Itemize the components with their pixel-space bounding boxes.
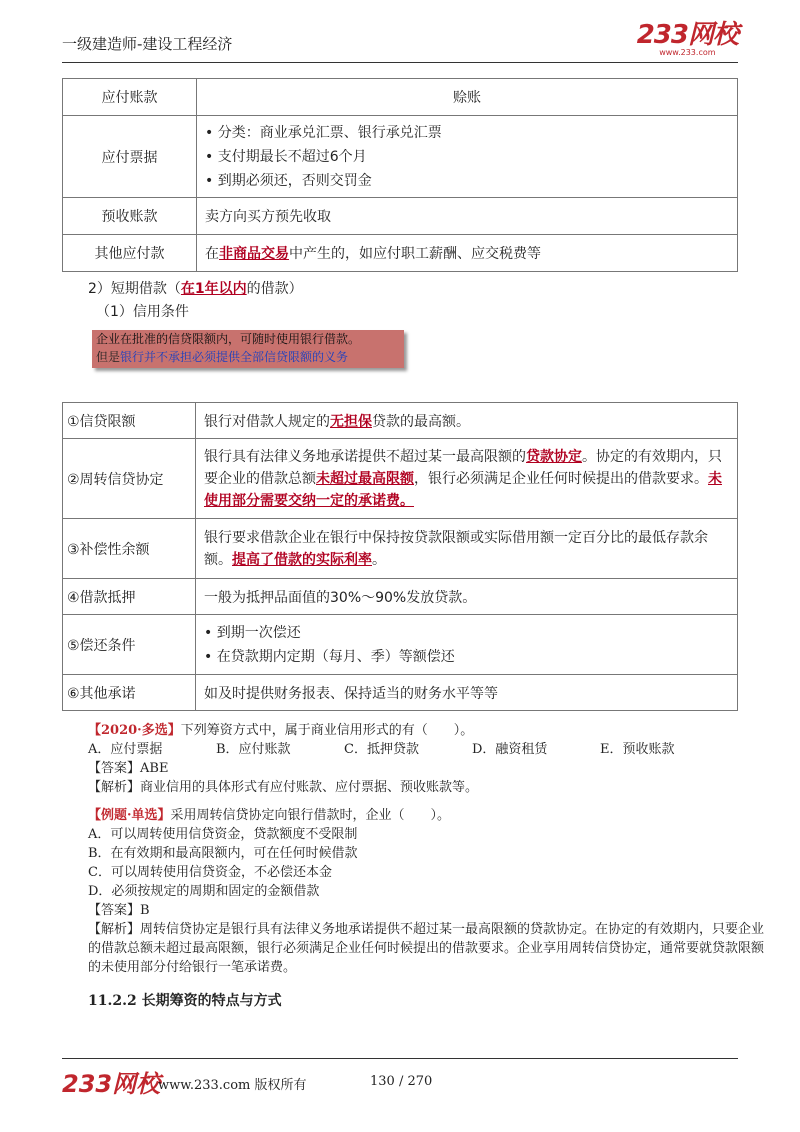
table-cell-value [197,235,738,272]
option-c: C．抵押贷款 [344,742,419,757]
table-cell-value [196,403,738,439]
highlight-text: 在1年以内 [180,281,247,297]
subsection-heading: （1）信用条件 [96,304,189,320]
footer-logo: 233网校 [62,1070,161,1098]
analysis-tag: 【解析】 [88,780,141,795]
list-item: • 到期必须还，否则交罚金 [205,169,729,193]
table-cell-label: ②周转信贷协定 [63,439,196,519]
option-a: A．可以周转使用信贷资金，贷款额度不受限制 [88,827,358,842]
option-e: E．预收账款 [600,742,675,757]
highlight-text: 未使用部分需要交纳一定的承诺费。 [204,470,722,509]
table-cell-label: ⑤偿还条件 [63,615,196,675]
page-number: 130 / 270 [370,1074,433,1089]
table-cell-value [197,116,738,198]
table-row [63,403,738,439]
text-run: 但是 [96,350,121,364]
answer-value: B [140,903,150,918]
table-cell-value [196,519,738,579]
table-row [63,675,738,711]
document-header-title: 一级建造师-建设工程经济 [62,35,233,53]
list-item: • 在贷款期内定期（每月、季）等额偿还 [204,645,729,669]
option-a: A．应付票据 [88,742,163,757]
highlight-text: 无担保 [330,413,372,430]
footer-divider [62,1058,738,1059]
table-cell-label: ①信贷限额 [63,403,196,439]
payables-table [62,78,738,272]
table-row [63,235,738,272]
table-row [63,116,738,198]
bullet-list [205,121,729,193]
credit-terms-table [62,402,738,711]
table-cell-value [196,615,738,675]
question-stem: 下列筹资方式中，属于商业信用形式的有（ ）。 [180,723,474,738]
option-d: D．融资租赁 [472,742,548,757]
analysis-line [88,778,675,797]
callout-box [92,330,404,368]
text-run: 银行要求借款企业在银行中保持按贷款限额或实际借用额一定百分比的最低存款余额。 [204,529,708,568]
text-run: 。 [372,551,386,568]
answer-line [88,901,738,920]
list-item: • 支付期最长不超过6个月 [205,145,729,169]
callout-highlight: 银行并不承担必须提供全部信贷限额的义务 [120,350,349,364]
table-row [63,615,738,675]
table-cell-label: 预收账款 [63,198,197,235]
highlight-text: 提高了借款的实际利率 [232,551,372,568]
answer-line [88,759,675,778]
question-stem-line [88,806,738,825]
option-b: B．应付账款 [216,742,291,757]
question-stem-line [88,721,675,740]
logo-mark: 233网校 [636,20,738,50]
list-item: • 到期一次偿还 [204,621,729,645]
table-row [63,198,738,235]
table-cell-label: 应付账款 [63,79,197,116]
table-row [63,79,738,116]
highlight-text: 非商品交易 [219,246,289,262]
question-options [88,740,675,759]
answer-tag: 【答案】 [88,903,141,918]
table-row [63,439,738,519]
table-cell-label: ⑥其他承诺 [63,675,196,711]
text-run: 在 [205,246,219,262]
text-run: ，银行必须满足企业任何时候提出的借款要求。 [414,470,708,487]
question-tag: 【例题·单选】 [88,808,171,823]
section-heading-11-2-2: 11.2.2 长期筹资的特点与方式 [88,993,282,1009]
header-divider [62,62,738,63]
question-2020 [88,721,675,797]
table-cell-value [196,439,738,519]
text-run: 的借款） [246,281,303,297]
text-run: 贷款的最高额。 [372,413,470,430]
footer-copyright: www.233.com 版权所有 [158,1078,307,1093]
section-heading [88,278,303,298]
table-row [63,579,738,615]
analysis-text: 商业信用的具体形式有应付账款、应付票据、预收账款等。 [140,780,479,795]
table-cell-value: 如及时提供财务报表、保持适当的财务水平等等 [196,675,738,711]
bullet-list [204,621,729,669]
table-row [63,519,738,579]
answer-tag: 【答案】 [88,761,141,776]
table-cell-value: 赊账 [197,79,738,116]
table-cell-label: 应付票据 [63,116,197,198]
option-b: B．在有效期和最高限额内，可在任何时候借款 [88,846,358,861]
callout-line: 企业在批准的信贷限额内，可随时使用银行借款。 [96,332,361,346]
list-item: • 分类：商业承兑汇票、银行承兑汇票 [205,121,729,145]
table-cell-value: 卖方向买方预先收取 [197,198,738,235]
question-stem: 采用周转信贷协定向银行借款时，企业（ ）。 [170,808,451,823]
text-run: 2）短期借款（ [88,281,181,297]
text-run: 中产生的，如应付职工薪酬、应交税费等 [289,246,541,262]
analysis-tag: 【解析】 [88,922,141,937]
question-example [88,806,765,977]
answer-value: ABE [140,761,169,776]
table-cell-label: ④借款抵押 [63,579,196,615]
table-cell-value: 一般为抵押品面值的30%～90%发放贷款。 [196,579,738,615]
table-cell-label: 其他应付款 [63,235,197,272]
option-c: C．可以周转使用信贷资金，不必偿还本金 [88,865,332,880]
logo-url: www.233.com [659,48,716,57]
table-cell-label: ③补偿性余额 [63,519,196,579]
question-tag: 【2020·多选】 [88,723,181,738]
analysis-line [58,920,768,977]
analysis-text: 周转信贷协定是银行具有法律义务地承诺提供不超过某一最高限额的贷款协定。在协定的有效期内，只要企业的借款总额未超过最高限额，银行必须满足企业任何时候提出的借款要求。企业享用周转信贷协定，通常要就贷款限额的未使用部分付给银行一笔承诺费。 [88,922,765,975]
callout-line [92,348,404,366]
brand-logo [637,22,738,57]
text-run: 银行对借款人规定的 [204,413,330,430]
text-run: 银行具有法律义务地承诺提供不超过某一最高限额的 [204,448,526,465]
option-d: D．必须按规定的周期和固定的金额借款 [88,884,320,899]
highlight-text: 贷款协定 [526,448,582,465]
text-run: 。协定的有效期内，只要企业的借款总额 [204,448,722,487]
highlight-text: 未超过最高限额 [316,470,414,487]
